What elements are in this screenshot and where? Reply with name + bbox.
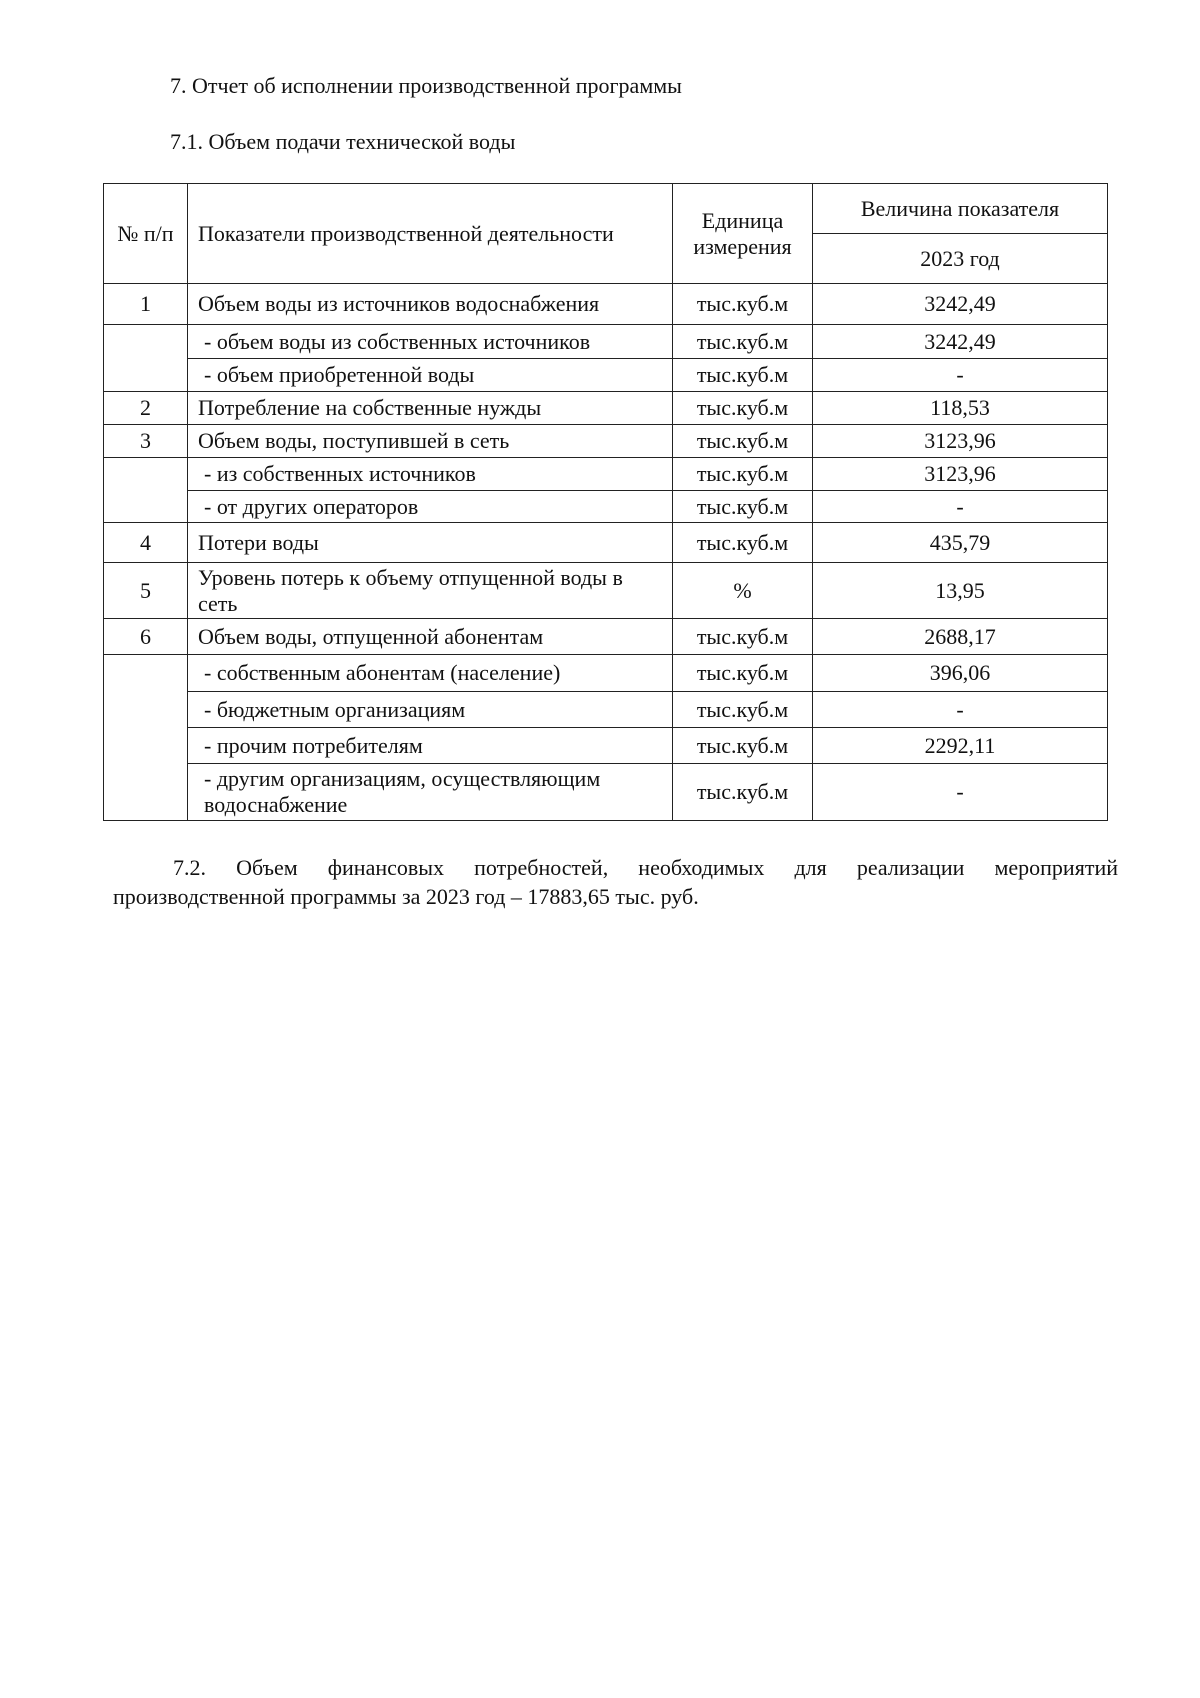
row-name: - объем приобретенной воды (188, 359, 673, 392)
header-num: № п/п (104, 184, 188, 284)
row-num: 6 (104, 619, 188, 655)
row-num (104, 655, 188, 821)
table-row (104, 392, 1108, 425)
row-unit: тыс.куб.м (673, 728, 813, 764)
row-unit: тыс.куб.м (673, 619, 813, 655)
row-num: 4 (104, 523, 188, 563)
row-name: - бюджетным организациям (188, 692, 673, 728)
table-row (104, 655, 1108, 692)
section-heading: 7. Отчет об исполнении производственной программы (170, 73, 682, 98)
row-name: Потери воды (188, 523, 673, 563)
row-value: 2688,17 (813, 619, 1108, 655)
row-value: 3123,96 (813, 458, 1108, 491)
subsection-heading: 7.1. Объем подачи технической воды (170, 129, 516, 154)
row-unit: тыс.куб.м (673, 392, 813, 425)
table-row (104, 359, 1108, 392)
row-name: Объем воды из источников водоснабжения (188, 284, 673, 325)
water-supply-table (103, 183, 1108, 821)
table-header-row (104, 184, 1108, 234)
row-value: - (813, 359, 1108, 392)
row-name: Уровень потерь к объему отпущенной воды в сеть (188, 563, 673, 619)
row-unit: тыс.куб.м (673, 284, 813, 325)
header-indicator: Показатели производственной деятельности (188, 184, 673, 284)
row-value: 396,06 (813, 655, 1108, 692)
row-value: 2292,11 (813, 728, 1108, 764)
row-name: - объем воды из собственных источников (188, 325, 673, 359)
row-num: 1 (104, 284, 188, 325)
row-num: 2 (104, 392, 188, 425)
table-row (104, 284, 1108, 325)
row-num: 3 (104, 425, 188, 458)
table-row (104, 728, 1108, 764)
row-value: - (813, 491, 1108, 523)
table-row (104, 325, 1108, 359)
table-row (104, 692, 1108, 728)
table-row (104, 619, 1108, 655)
row-value: 13,95 (813, 563, 1108, 619)
row-name: - собственным абонентам (население) (188, 655, 673, 692)
row-unit: тыс.куб.м (673, 764, 813, 821)
row-value: 3123,96 (813, 425, 1108, 458)
row-name: Объем воды, отпущенной абонентам (188, 619, 673, 655)
row-unit: тыс.куб.м (673, 692, 813, 728)
row-name: Потребление на собственные нужды (188, 392, 673, 425)
row-unit: тыс.куб.м (673, 655, 813, 692)
row-value: - (813, 764, 1108, 821)
row-unit: тыс.куб.м (673, 359, 813, 392)
row-unit: тыс.куб.м (673, 491, 813, 523)
row-value: 3242,49 (813, 284, 1108, 325)
row-value: - (813, 692, 1108, 728)
table-row (104, 458, 1108, 491)
row-name: - другим организациям, осуществляющим водоснабжение (188, 764, 673, 821)
table-row (104, 764, 1108, 821)
row-unit: тыс.куб.м (673, 425, 813, 458)
row-num (104, 458, 188, 523)
header-unit: Единица измерения (673, 184, 813, 284)
row-unit: тыс.куб.м (673, 325, 813, 359)
header-year: 2023 год (813, 234, 1108, 284)
row-value: 435,79 (813, 523, 1108, 563)
row-unit: тыс.куб.м (673, 523, 813, 563)
row-num (104, 325, 188, 392)
table-row (104, 563, 1108, 619)
row-unit: % (673, 563, 813, 619)
row-name: - из собственных источников (188, 458, 673, 491)
table-row (104, 491, 1108, 523)
row-unit: тыс.куб.м (673, 458, 813, 491)
row-num: 5 (104, 563, 188, 619)
table-row (104, 523, 1108, 563)
financial-needs-paragraph: 7.2. Объем финансовых потребностей, необходимых для реализации мероприятий производственной программы за 2023 год – 17883,65 тыс. руб. (113, 855, 1118, 909)
table-row (104, 425, 1108, 458)
row-name: - от других операторов (188, 491, 673, 523)
row-value: 118,53 (813, 392, 1108, 425)
row-name: - прочим потребителям (188, 728, 673, 764)
row-value: 3242,49 (813, 325, 1108, 359)
row-name: Объем воды, поступившей в сеть (188, 425, 673, 458)
header-value: Величина показателя (813, 184, 1108, 234)
